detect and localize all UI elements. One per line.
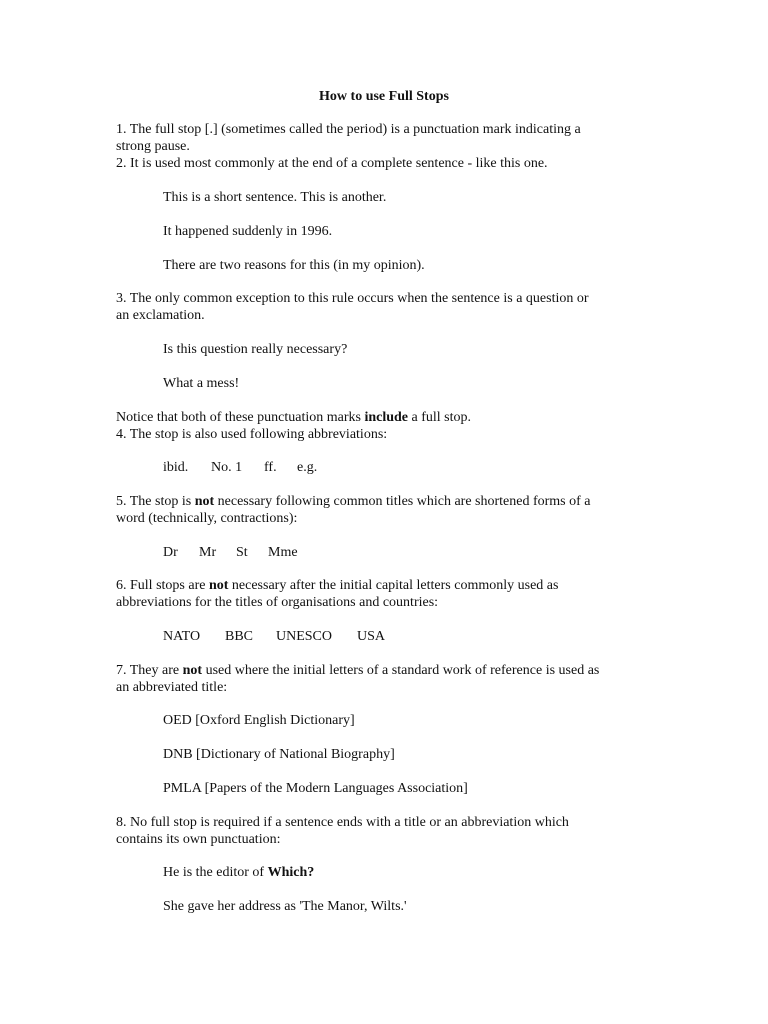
rule-7-post: used where the initial letters of a standard work of reference is used as [202,663,600,678]
rule-6-line-2: abbreviations for the titles of organisations and countries: [116,595,439,610]
example-which [163,864,314,881]
rule-7-pre: 7. They are [116,663,183,678]
example-1996: It happened suddenly in 1996. [163,224,333,239]
rule-3-line-1: 3. The only common exception to this rule occurs when the sentence is a question or [116,291,589,306]
abbreviations-row [163,459,317,476]
example-which-pre: He is the editor of [163,865,268,880]
org-unesco: UNESCO [276,629,333,644]
org-usa: USA [357,629,386,644]
rule-5-line-1 [116,493,591,510]
example-short-sentence: This is a short sentence. This is another. [163,190,387,205]
notice-text-bold: include [364,410,409,425]
rule-6-pre: 6. Full stops are [116,578,209,593]
rule-3-line-2: an exclamation. [116,308,205,323]
example-exclamation: What a mess! [163,376,240,391]
abbrev-eg: e.g. [297,460,318,475]
abbrev-ibid: ibid. [163,460,189,475]
ref-oed: OED [Oxford English Dictionary] [163,713,355,728]
titles-row [163,544,298,561]
rule-7-line-2: an abbreviated title: [116,680,228,695]
notice-line [116,409,471,426]
rule-5-post: necessary following common titles which are shortened forms of a [214,494,591,509]
abbrev-no1: No. 1 [211,460,243,475]
title-mme: Mme [268,545,298,560]
rule-5-pre: 5. The stop is [116,494,195,509]
rule-1-line-1: 1. The full stop [.] (sometimes called the period) is a punctuation mark indicating a [116,122,581,137]
abbrev-ff: ff. [264,460,277,475]
rule-8-line-1: 8. No full stop is required if a sentence ends with a title or an abbreviation which [116,815,569,830]
document-title: How to use Full Stops [319,89,449,104]
title-mr: Mr [199,545,217,560]
example-which-bold: Which? [267,865,315,880]
rule-7-line-1 [116,662,599,679]
rule-6-line-1 [116,577,558,594]
title-st: St [236,545,248,560]
rule-5-line-2: word (technically, contractions): [116,511,298,526]
ref-dnb: DNB [Dictionary of National Biography] [163,747,395,762]
example-question: Is this question really necessary? [163,342,348,357]
rule-8-line-2: contains its own punctuation: [116,832,281,847]
organisations-row [163,628,385,645]
rule-5-bold: not [194,494,215,509]
rule-2: 2. It is used most commonly at the end of a complete sentence - like this one. [116,156,548,171]
notice-text-pre: Notice that both of these punctuation marks [116,410,365,425]
rule-7-bold: not [182,663,203,678]
rule-6-bold: not [208,578,229,593]
notice-text-post: a full stop. [408,410,472,425]
example-manor: She gave her address as 'The Manor, Wilts.' [163,899,407,914]
rule-1-line-2: strong pause. [116,139,190,154]
title-dr: Dr [163,545,178,560]
rule-6-post: necessary after the initial capital letters commonly used as [228,578,559,593]
rule-4: 4. The stop is also used following abbreviations: [116,427,388,442]
example-two-reasons: There are two reasons for this (in my opinion). [163,258,425,273]
ref-pmla: PMLA [Papers of the Modern Languages Association] [163,781,468,796]
org-nato: NATO [163,629,201,644]
org-bbc: BBC [225,629,254,644]
